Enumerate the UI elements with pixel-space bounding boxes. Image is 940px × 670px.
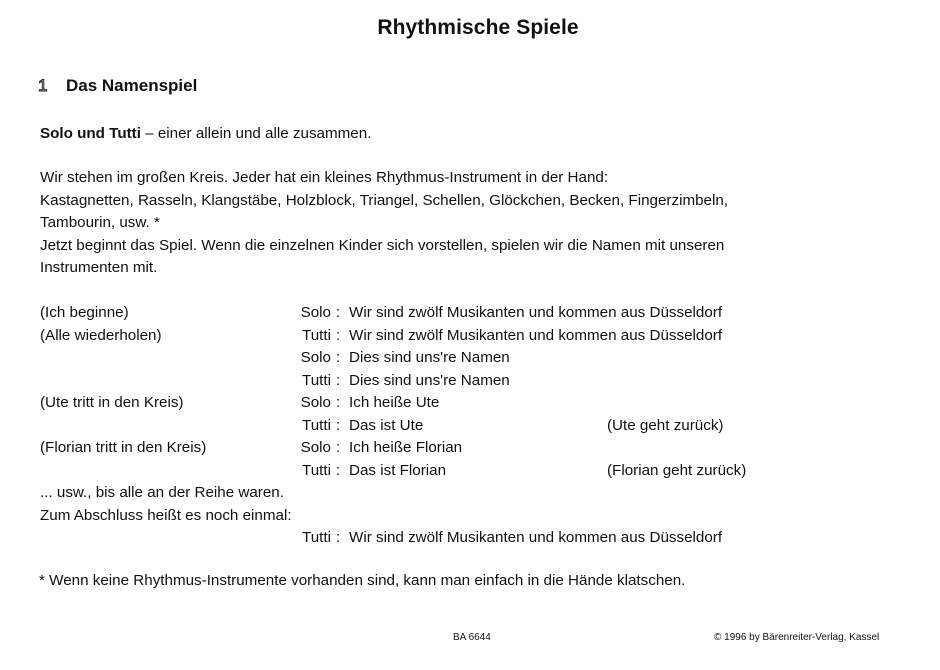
script-colon: : <box>336 439 341 456</box>
script-role: Solo <box>300 304 331 321</box>
script-role: Tutti <box>302 529 331 546</box>
script-colon: : <box>336 529 341 546</box>
script-role: Solo <box>300 394 331 411</box>
closing-intro-text: Zum Abschluss heißt es noch einmal: <box>40 506 292 524</box>
script-colon: : <box>336 371 341 389</box>
script-role: Tutti <box>302 461 331 479</box>
script-text: Ich heiße Florian <box>349 439 463 456</box>
script-text: Wir sind zwölf Musikanten und kommen aus Düsseldorf <box>349 529 723 546</box>
footnote: * Wenn keine Rhythmus-Instrumente vorhanden sind, kann man einfach in die Hände klatschen. <box>39 572 686 589</box>
script-text: Dies sind uns're Namen <box>349 349 510 366</box>
continuation-text: ... usw., bis alle an der Reihe waren. <box>40 484 284 501</box>
paragraph-line: Kastagnetten, Rasseln, Klangstäbe, Holzblock, Triangel, Schellen, Glöckchen, Becken, Fingerzimbeln, <box>40 191 729 209</box>
script-role: Solo <box>300 349 331 366</box>
script-aside: (Ute geht zurück) <box>607 416 724 434</box>
script-text: Dies sind uns're Namen <box>349 371 510 389</box>
script-text: Ich heiße Ute <box>349 394 440 411</box>
paragraph-line: Tambourin, usw. * <box>40 214 160 232</box>
intro-rest: – einer allein und alle zusammen. <box>140 125 372 142</box>
script-role: Tutti <box>302 371 331 389</box>
script-text: Wir sind zwölf Musikanten und kommen aus Düsseldorf <box>349 304 723 321</box>
script-text: Wir sind zwölf Musikanten und kommen aus Düsseldorf <box>349 326 723 344</box>
script-role: Tutti <box>302 326 331 344</box>
script-text: Das ist Florian <box>349 461 447 479</box>
script-colon: : <box>336 326 341 344</box>
paragraph-line: Instrumenten mit. <box>40 259 158 277</box>
script-cue: (Ute tritt in den Kreis) <box>40 394 184 411</box>
script-colon: : <box>336 461 341 479</box>
script-colon: : <box>336 304 341 321</box>
paragraph-line: Jetzt beginnt das Spiel. Wenn die einzelnen Kinder sich vorstellen, spielen wir die Namen mit unseren <box>40 236 725 254</box>
script-cue: (Ich beginne) <box>40 304 129 321</box>
intro-bold: Solo und Tutti <box>40 125 141 142</box>
script-colon: : <box>336 416 341 434</box>
script-aside: (Florian geht zurück) <box>607 461 747 479</box>
instructions-paragraph <box>40 167 728 280</box>
paragraph-line: Wir stehen im großen Kreis. Jeder hat ein kleines Rhythmus-Instrument in der Hand: <box>40 169 609 186</box>
script-text: Das ist Ute <box>349 416 424 434</box>
script-cue: (Florian tritt in den Kreis) <box>40 439 207 456</box>
section-heading <box>38 76 197 96</box>
section-title: Das Namenspiel <box>66 76 198 95</box>
publication-code: BA 6644 <box>453 632 491 643</box>
script-colon: : <box>336 394 341 411</box>
script-role: Tutti <box>302 416 331 434</box>
section-number-icon: 1 <box>38 76 48 95</box>
page-title: Rhythmische Spiele <box>377 16 579 39</box>
copyright-notice: © 1996 by Bärenreiter-Verlag, Kassel <box>714 632 880 643</box>
intro-line <box>40 123 371 146</box>
script-role: Solo <box>300 439 331 456</box>
script-colon: : <box>336 349 341 366</box>
script-cue: (Alle wiederholen) <box>40 326 162 344</box>
